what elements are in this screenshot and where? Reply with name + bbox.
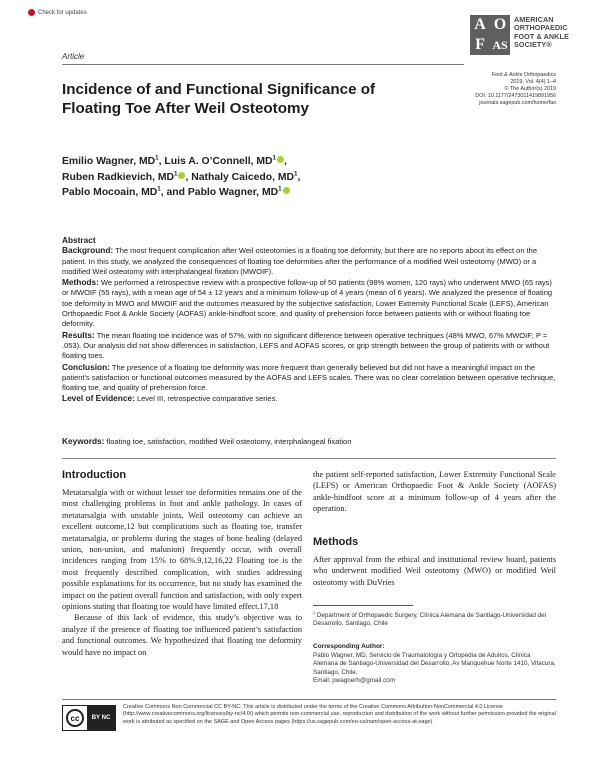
check-updates-label: Check for updates — [38, 9, 87, 16]
corresponding-author: Pablo Wagner, MD, Servicio de Traumatología y Ortopedia de Adultos, Clínica Alemana de Santiago-Universidad del Desarrollo, Av Manquehue Norte 1410, Vitacura, Santiago, Chile. Email: pwagnerh@gmail.com — [313, 652, 556, 685]
intro-paragraph-continued: the patient self-reported satisfaction, Lower Extremity Functional Scale (LEFS) or American Orthopaedic Foot & Ankle Society (AOFAS) ankle-hindfoot score at a minimum follow-up of 4 years after the operation. — [313, 470, 556, 514]
society-name: AMERICAN ORTHOPAEDIC FOOT & ANKLE SOCIETY® — [514, 15, 569, 50]
creative-commons-icon: cc — [66, 709, 84, 727]
article-title: Incidence of and Functional Significance of Floating Toe After Weil Osteotomy — [62, 81, 376, 117]
aofas-logo — [470, 15, 510, 55]
author-name[interactable]: Ruben Radkievich, MD — [62, 171, 175, 183]
logo-letter: F — [475, 36, 485, 53]
intro-paragraph: Because of this lack of evidence, this study’s objective was to analyze if the presence of floating toe influenced patient’s satisfaction and functional outcomes. We hypothesized that floating toe deformity would have no impact on — [62, 613, 302, 657]
journal-url[interactable]: journals.sagepub.com/home/fao — [479, 100, 556, 106]
affiliation-footnote: $^1$ Department of Orthopaedic Surgery, Clínica Alemana de Santiago-Universidad del Desarrollo, Santiago, Chile — [313, 610, 547, 628]
logo-letter: A — [474, 16, 486, 33]
cc-license-badge[interactable] — [62, 705, 116, 731]
abstract-background: Background: The most frequent complication after Weil osteotomies is a floating toe deformity, but there are no reports about its effect on the patient. In this study, we analyzed the consequences of floating toe deformities after the performance of a modified Weil osteotomy (MWO) or a modified Weil osteotomy with interphalangeal fixation (MWOIF). — [62, 245, 538, 276]
abstract-methods: Methods: We performed a retrospective review with a prospective follow-up of 50 patients (98% women, 120 rays) who underwent MWO (65 rays) or MWOIF (55 rays), with a mean age of 54 ± 12 years and a minimum follow-up of 4 years (mean of 6 years). We analyzed the presence of floating toe deformity in MWO and MWOIF and the outcomes measured by the subjective satisfaction, Lower Extremity Functional Scale (LEFS), American Orthopaedic Foot & Ankle Society (AOFAS) ankle-hindfoot score, and quality of prehension force between patients with or without floating toe deformity. — [62, 277, 553, 329]
methods-heading: Methods — [313, 536, 359, 548]
header-divider — [62, 64, 464, 65]
abstract-results: Results: The mean floating toe incidence was of 57%, with no significant difference between operative techniques (48% MWO, 67% MWOIF; P = .053). Our analysis did not show differences in satisfaction, LEFS and AOFAS scores, or grip strength between the group of patients with or without floating toes. — [62, 329, 550, 361]
author-name[interactable]: Emilio Wagner, MD — [62, 156, 156, 167]
license-text: Creative Commons Non Commercial CC BY-NC: This article is distributed under the terms of the Creative Commons Attribution-NonCommercial 4.0 License (http://www.creativecommons.org/licenses/by-nc/4.0/) which permits non-commercial use, reproduction and distribution of the work without further permission provided the original work is attributed as specified on the SAGE and Open Access pages (https://us.sagepub.com/en-us/nam/open-access-at-sage). — [123, 704, 556, 725]
introduction-heading: Introduction — [62, 469, 127, 481]
article-type-label: Article — [62, 52, 85, 61]
abstract-conclusion: Conclusion: The presence of a floating toe deformity was more frequent than generally believed but did not have a meaningful impact on the patient’s satisfaction or functional outcomes measured by the AOFAS and LEFS scales. There was no clear correlation between operative technique, floating toe, and quality of prehension force. — [62, 361, 556, 393]
orcid-icon[interactable] — [283, 187, 290, 194]
author-list: Emilio Wagner, $MD^1$, Luis A. O’Connell, $MD^1$ , Ruben Radkievich, $MD^1$ , Nathaly Caicedo, $MD^1$, Pablo Mocoain, $MD^1$, and Pablo Wagner, $MD^1$ — [62, 154, 301, 198]
keywords — [62, 436, 556, 446]
license-divider — [62, 699, 556, 700]
check-for-updates-link[interactable] — [28, 9, 87, 16]
logo-letter: O — [493, 16, 507, 33]
footnote-divider — [313, 605, 413, 606]
abstract-level: Level of Evidence: Level III, retrospective comparative series. — [62, 393, 278, 404]
doi[interactable]: DOI: 10.1177/2473011419891956 — [475, 93, 556, 99]
journal-volume: 2019, Vol. 4(4) 1–4 — [510, 79, 556, 85]
copyright: © The Author(s) 2019 — [504, 86, 556, 92]
introduction-body — [62, 487, 302, 658]
crossmark-icon — [28, 9, 35, 16]
logo-letter: AS — [492, 38, 508, 52]
methods-body: After approval from the ethical and institutional review board, patients who underwent modified Weil osteotomy (MWO) or modified Weil osteotomy with DuVries — [313, 555, 556, 587]
abstract-heading: Abstract — [62, 235, 96, 245]
journal-info — [440, 72, 556, 107]
author-name[interactable]: Pablo Mocoain, MD — [62, 187, 158, 198]
keywords-label: Keywords: — [62, 436, 105, 446]
orcid-icon[interactable] — [277, 156, 284, 163]
keywords-text: floating toe, satisfaction, modified Weil osteotomy, interphalangeal fixation — [106, 437, 352, 446]
abstract — [62, 235, 556, 405]
corresponding-email[interactable]: Email: pwagnerh@gmail.com — [313, 677, 395, 685]
cc-badge-label: BY NC — [87, 706, 115, 730]
journal-name: Foot & Ankle Orthopaedics — [491, 72, 556, 78]
abstract-divider — [62, 458, 556, 459]
corresponding-author-heading: Corresponding Author: — [313, 643, 385, 650]
intro-paragraph: Metatarsalgia with or without lesser toe deformities remains one of the most challenging problems in foot and ankle pathology. In cases of metatarsalgia with unstable joints, Weil osteotomy can achieve an excellent outcome,12 but complications such as floating toe, transfer metatarsalgia, or problems during the stages of bone healing (delayed union, non-union, and malunion) frequently occur, with overall incidences ranging from 15% to 68%.9,12,16,22 Floating toe is the most frequently described complication, with studies addressing possible explanations for its occurrence, but no study has examined the impact on the patient overall function and satisfaction, with only expert opinions stating that floating toe would have limited effect.17,18 — [62, 488, 302, 612]
